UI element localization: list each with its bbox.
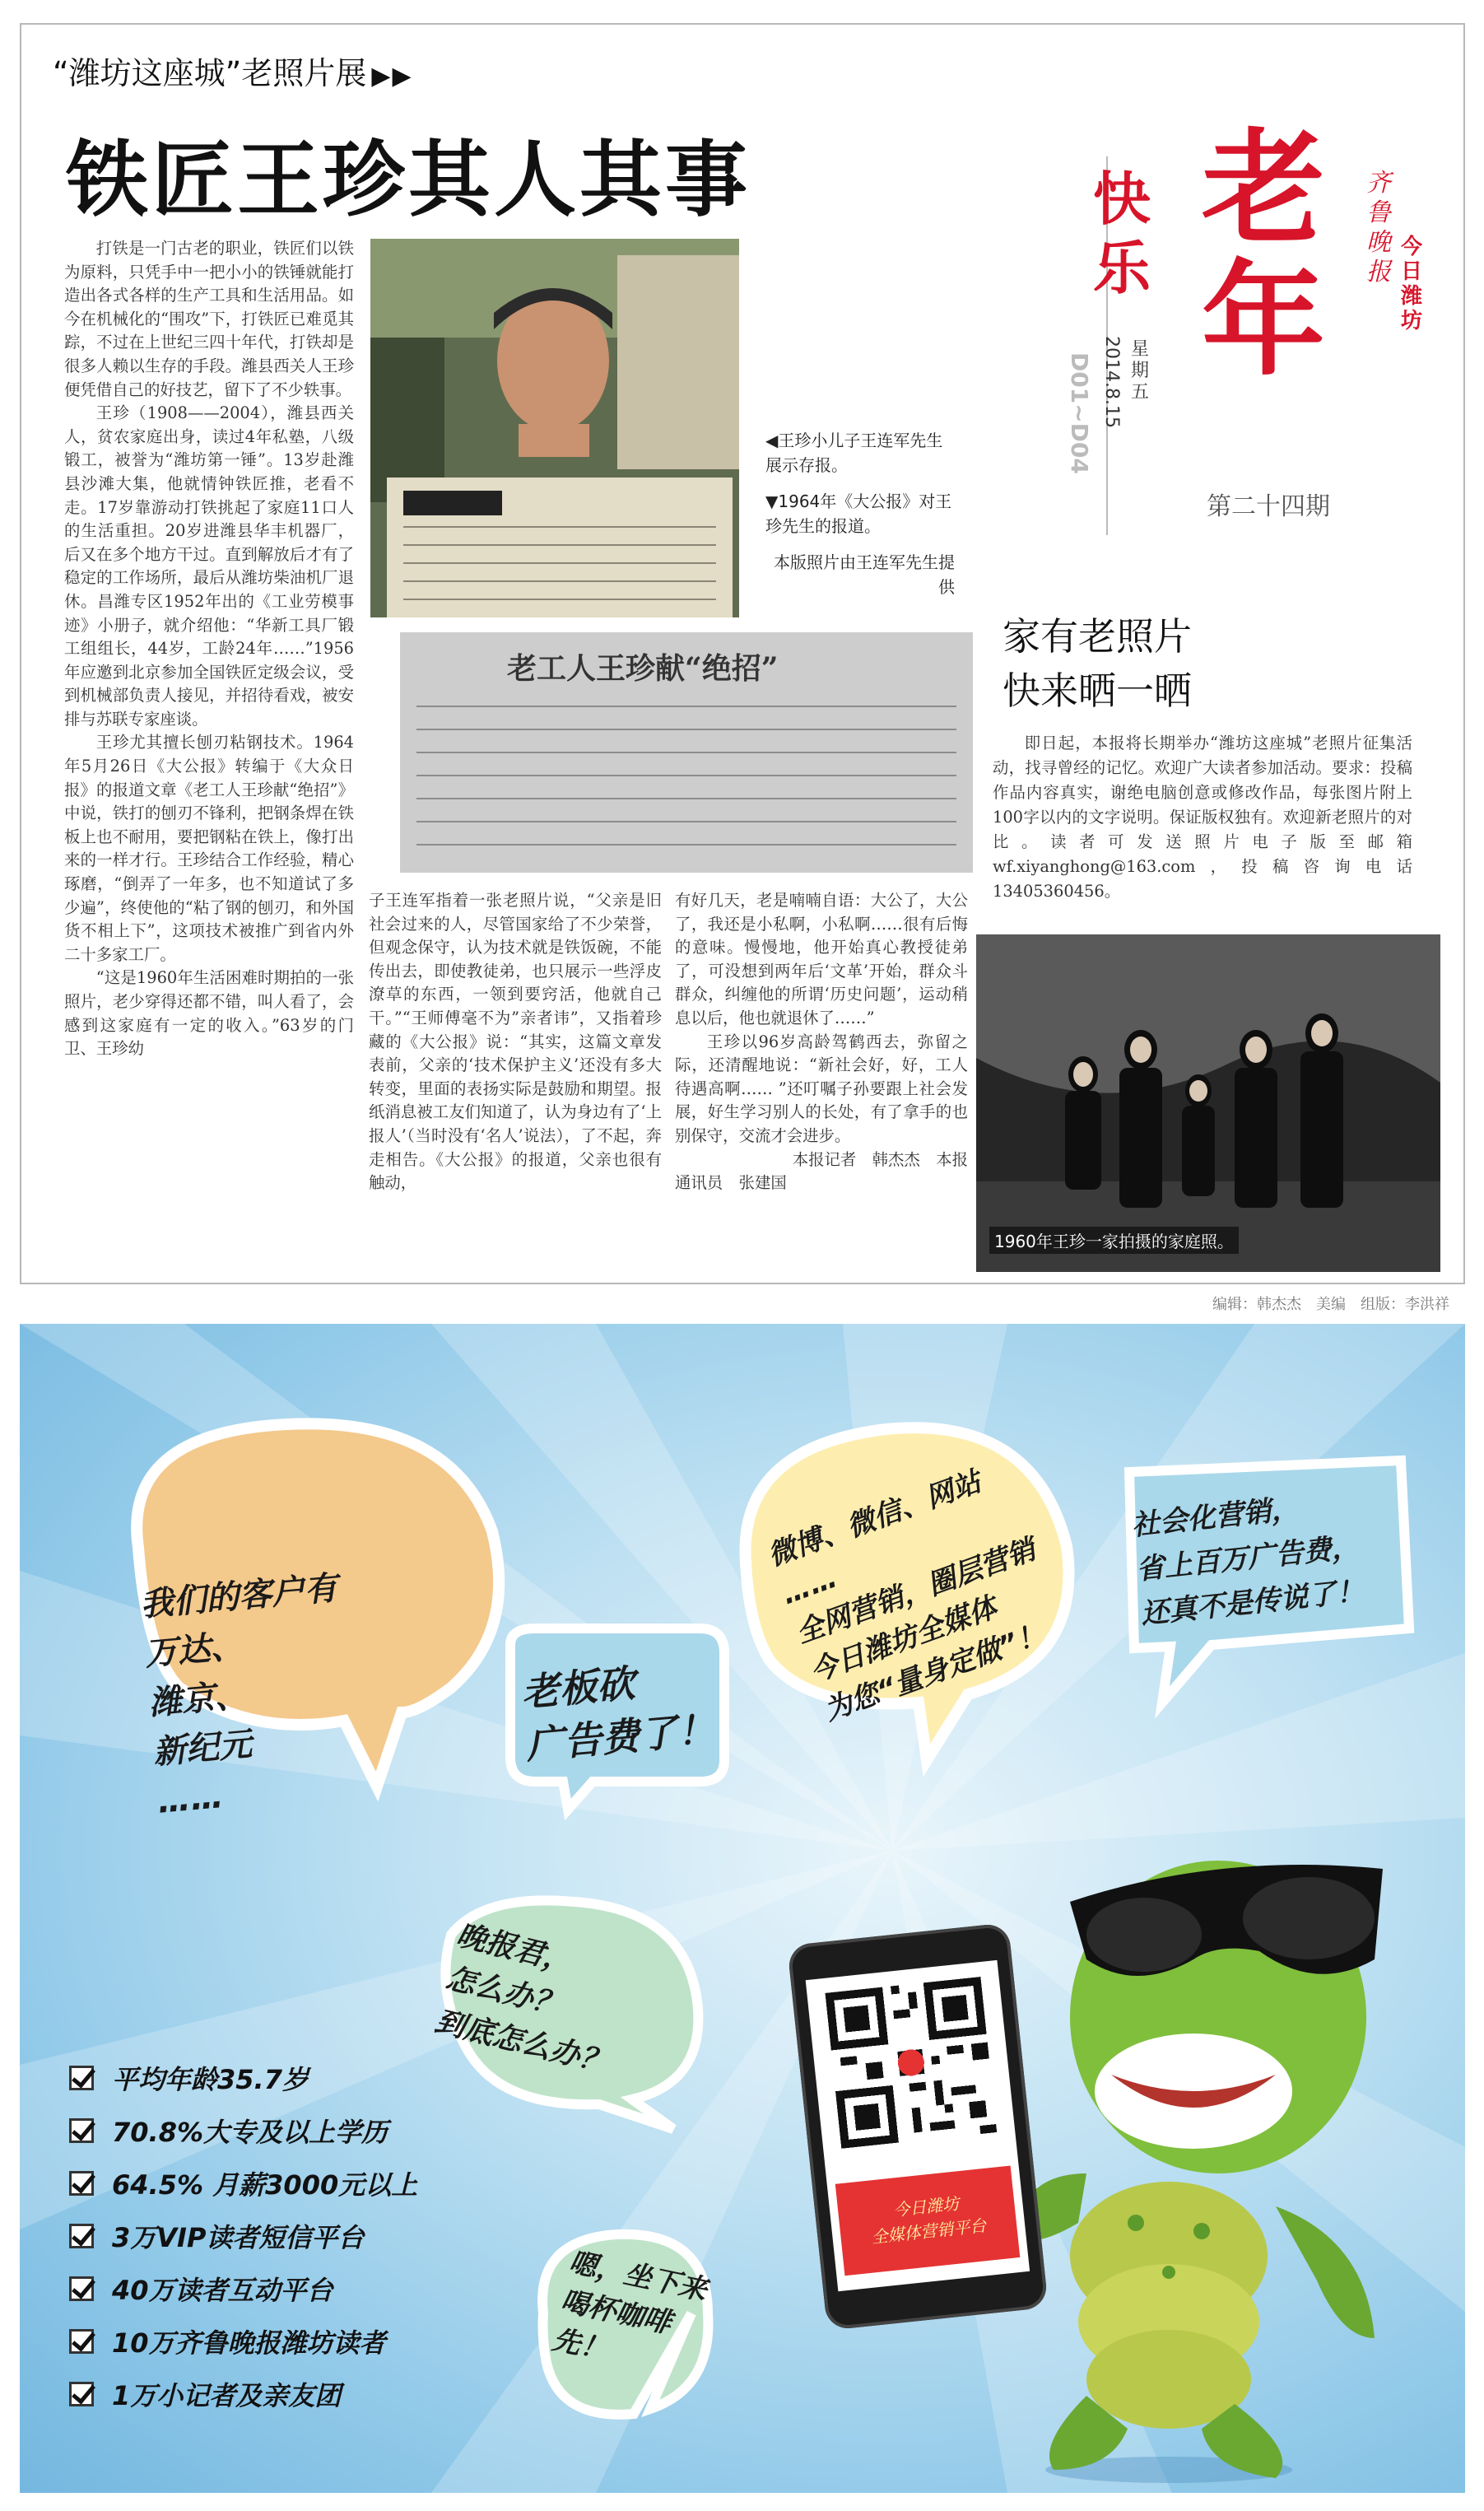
promo-body: 即日起，本报将长期举办“潍坊这座城”老照片征集活动，找寻曾经的记忆。欢迎广大读者参加活动。要求：投稿作品内容真实，谢绝电脑创意或修改作品，每张图片附上100字以内的文字说明。保证版权独有。欢迎新老照片的对比。读者可发送照片电子版至邮箱wf.xiyanghong@163.com，投稿咨询电话13405360456。: [993, 734, 1412, 901]
photo-newspaper-clipping: [400, 632, 973, 873]
speech-bubble-coffee: 嗯，坐下来 喝杯咖啡 先！: [527, 2223, 716, 2429]
promo-title: 家有老照片 快来晒一晒: [1003, 614, 1192, 713]
checkbox-icon: [69, 2224, 94, 2248]
ad-checklist: [69, 2052, 417, 2420]
clipping-title: 老工人王珍献“绝招”: [507, 651, 779, 686]
paragraph: “这是1960年生活困难时期拍的一张照片，老少穿得还都不错，叫人看了，会感到这家庭有一定的收入。”63岁的门卫、王珍幼: [64, 968, 354, 1059]
speech-bubble-clients: 我们的客户有 万达、 潍京、 新纪元 ……: [105, 1416, 533, 1795]
headline: 铁匠王珍其人其事: [66, 132, 751, 228]
photo-captions: [765, 428, 955, 611]
turtle-mascot: [988, 1745, 1449, 2486]
paragraph: 打铁是一门古老的职业，铁匠们以铁为原料，只凭手中一把小小的铁锤就能打造出各式各样的生产工具和生活用品。如今在机械化的“围攻”下，打铁匠已难觅其踪，不过在上世纪三四十年代，打铁却是很多人赖以生存的手段。潍县西关人王珍便凭借自己的好技艺，留下了不少轶事。: [64, 239, 354, 399]
page-credits: 编辑：韩杰杰 美编 组版：李洪祥: [1212, 1296, 1449, 1313]
paragraph: 王珍（1908——2004），潍县西关人，贫农家庭出身，读过4年私塾，八级锻工，被誉为“潍坊第一锤”。13岁赴潍县沙滩大集，他就情钟铁匠推，老看不走。17岁靠游动打铁挑起了家庭11口人的生活重担。20岁进潍县华丰机器厂，后又在多个地方干过。直到解放后才有了稳定的工作场所，最后从潍坊柴油机厂退休。昌潍专区1952年出的《工业劳模事迹》小册子，就介绍他：“华新工具厂锻工组组长，44岁，工龄24年……”1956年应邀到北京参加全国铁匠定级会议，受到机械部负责人接见，并招待看戏，被安排与苏联专家座谈。: [64, 403, 354, 729]
caption: ◀王珍小儿子王连军先生展示存报。: [765, 431, 943, 475]
masthead-pages: [1066, 354, 1092, 377]
article-column-1: [64, 237, 354, 1268]
caption-credit: 本版照片由王连军先生提供: [774, 552, 955, 597]
phone-tag: 今日潍坊 全媒体营销平台: [835, 2165, 1021, 2276]
byline: 本报记者 韩杰杰 本报: [792, 1149, 968, 1169]
speech-bubble-question: 晚报君， 怎么办？ 到底怎么办？: [435, 1885, 706, 2132]
byline: 通讯员 张建国: [675, 1173, 787, 1193]
checklist-item: 10万齐鲁晚报潍坊读者: [69, 2315, 417, 2368]
checkbox-icon: [69, 2382, 94, 2406]
masthead-title: 老年: [1202, 118, 1326, 393]
photo-wang-lianjun: [370, 239, 739, 617]
checkbox-icon: [69, 2329, 94, 2354]
checklist-item: 1万小记者及亲友团: [69, 2368, 417, 2420]
checklist-item: 64.5% 月薪3000元以上: [69, 2157, 417, 2210]
masthead-brand: 齐鲁晚报: [1366, 169, 1391, 287]
masthead-date: [1100, 338, 1122, 356]
paragraph: 子王连军指着一张老照片说，“父亲是旧社会过来的人，尽管国家给了不少荣誉，但观念保守，认为技术就是铁饭碗，不能传出去，即使教徒弟，也只展示一些浮皮潦草的东西，一领到要窍活，他就自己干。”“王师傅毫不为”亲者讳”，又指着珍藏的《大公报》说：“其实，这篇文章发表前，父亲的‘技术保护主义’还没有多大转变，里面的表扬实际是鼓励和期望。报纸消息被工友们知道了，认为身边有了‘上报人’（当时没有‘名人’说法），了不起，奔走相告。《大公报》的报道，父亲也很有触动，: [369, 891, 662, 1193]
masthead-subtitle: 快乐: [1093, 165, 1151, 302]
speech-bubble-social: 社会化营销， 省上百万广告费， 还真不是传说了！: [1113, 1456, 1419, 1703]
checkbox-icon: [69, 2066, 94, 2090]
checklist-item: 40万读者互动平台: [69, 2262, 417, 2315]
kicker: “潍坊这座城”老照片展 ▶▶: [53, 55, 413, 91]
article-column-3: [675, 889, 968, 1268]
checklist-item: 3万VIP读者短信平台: [69, 2210, 417, 2262]
phone-screen: [806, 1960, 1030, 2291]
checkbox-icon: [69, 2118, 94, 2143]
masthead-weekday: 星期五: [1131, 339, 1150, 403]
photo-family-1960: [976, 934, 1440, 1272]
caption: ▼1964年《大公报》对王珍先生的报道。: [765, 491, 952, 536]
family-caption: 1960年王珍一家拍摄的家庭照。: [989, 1227, 1239, 1254]
masthead-issue: 第二十四期: [1207, 492, 1330, 521]
speech-bubble-marketing: 微博、微信、网站 …… 全网营销，圈层营销 今日潍坊全媒体 为您“量身定做”！: [721, 1414, 1083, 1768]
qr-code[interactable]: [825, 1977, 997, 2149]
article-column-2: [369, 889, 662, 1268]
speech-bubble-boss: 老板砍 广告费了！: [494, 1620, 733, 1801]
masthead-brand-sub: 今日潍坊: [1401, 235, 1423, 333]
paragraph: 有好几天，老是喃喃自语：大公了，大公了，我还是小私啊，小私啊……很有后悔的意味。慢慢地，他开始真心教授徒弟了，可没想到两年后‘文革’开始，群众斗群众，纠缠他的所谓‘历史问题’，运动稍息以后，他也就退休了……”: [675, 891, 968, 1027]
checklist-item: 70.8%大专及以上学历: [69, 2104, 417, 2157]
paragraph: 王珍尤其擅长刨刃粘钢技术。1964年5月26日《大公报》转编于《大众日报》的报道文章《老工人王珍献“绝招”》中说，铁打的刨刃不锋利，把钢条焊在铁板上也不耐用，要把钢粘在铁上，像打出来的一样才行。王珍结合工作经验，精心琢磨，“倒弄了一年多，也不知道试了多少遍”，终使他的“粘了钢的刨刃，和外国货不相上下”，这项技术被推广到省内外二十多家工厂。: [64, 733, 354, 964]
checklist-item: 平均年龄35.7岁: [69, 2052, 417, 2104]
checkbox-icon: [69, 2171, 94, 2196]
checkbox-icon: [69, 2276, 94, 2301]
paragraph: 王珍以96岁高龄驾鹤西去，弥留之际，还清醒地说：“新社会好，好，工人待遇高啊…… ”还叮嘱子孙要跟上社会发展，好生学习别人的长处，有了拿手的也别保守，交流才会进步。: [675, 1032, 968, 1145]
phone-qr-card: [787, 1922, 1049, 2331]
